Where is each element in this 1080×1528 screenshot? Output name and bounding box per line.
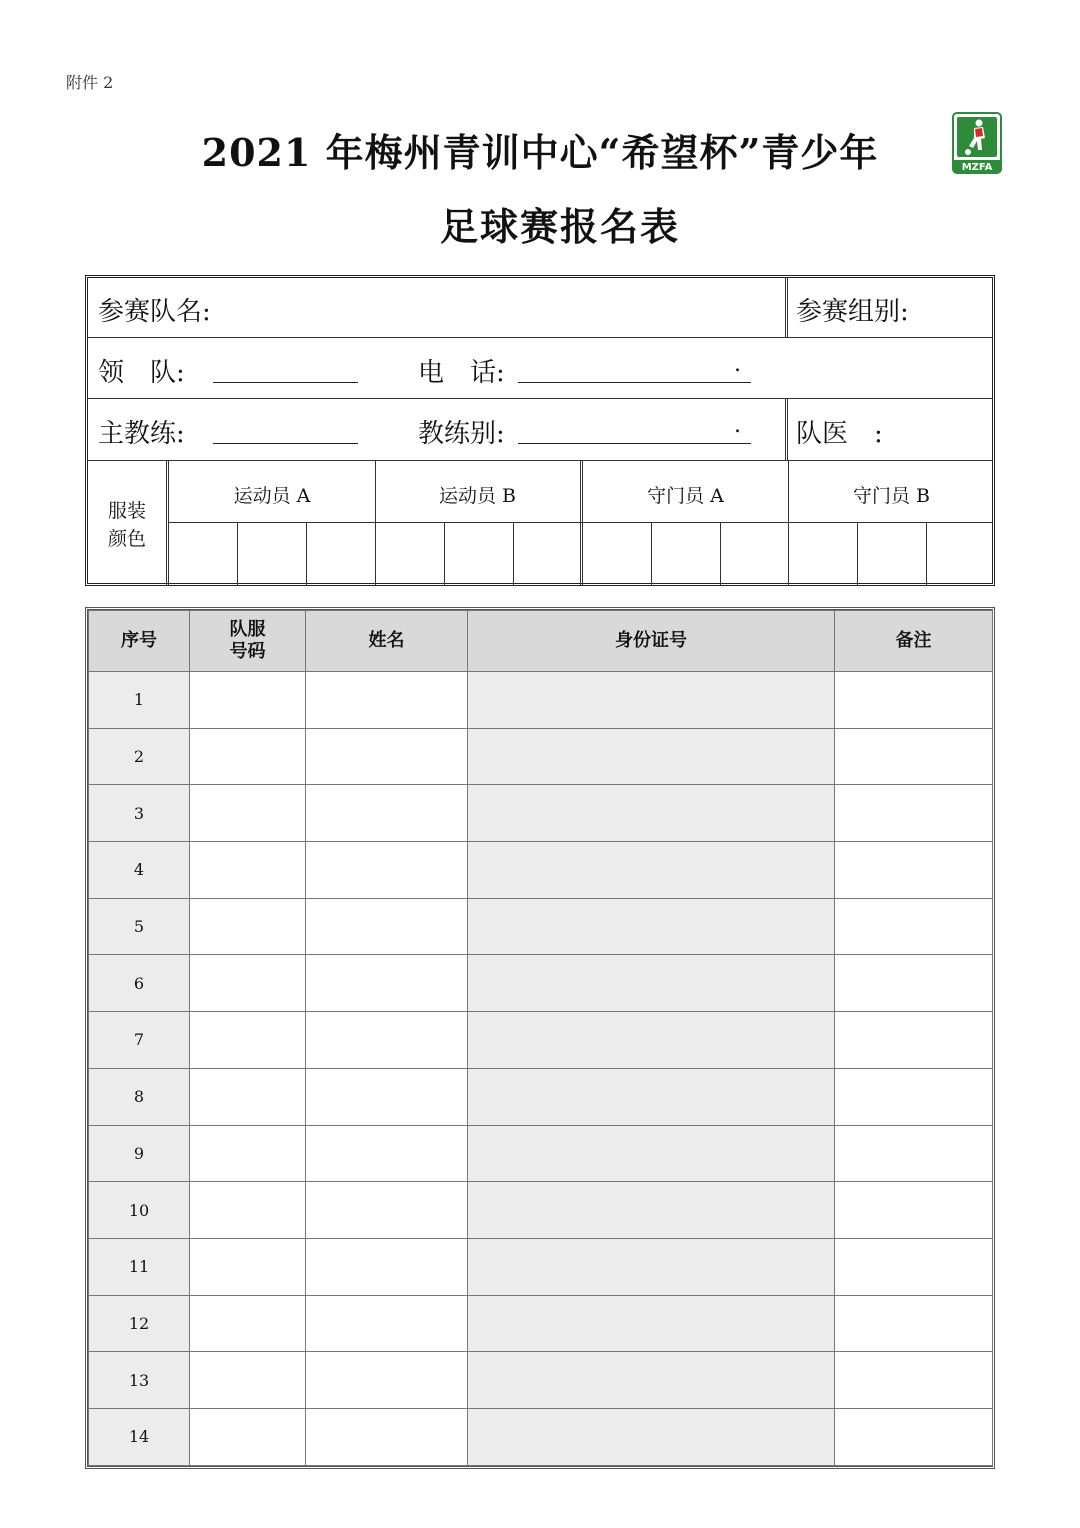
player-name-cell[interactable] <box>306 842 468 899</box>
id-number-cell[interactable] <box>468 1238 835 1295</box>
id-number-cell[interactable] <box>468 842 835 899</box>
jersey-number-cell[interactable] <box>190 898 306 955</box>
roster-header-row <box>89 611 993 672</box>
jersey-number-cell[interactable] <box>190 1352 306 1409</box>
player-name-cell[interactable] <box>306 728 468 785</box>
remarks-cell[interactable] <box>835 1012 993 1069</box>
table-row <box>89 1012 993 1069</box>
mzfa-logo <box>952 112 1002 174</box>
col-header-jersey-text: 队服 号码 <box>229 619 266 662</box>
row-index-cell: 5 <box>89 898 190 955</box>
jersey-number-cell[interactable] <box>190 785 306 842</box>
jersey-number-cell[interactable] <box>190 1295 306 1352</box>
player-name-cell[interactable] <box>306 1125 468 1182</box>
table-row <box>89 842 993 899</box>
row-index-cell: 13 <box>89 1352 190 1409</box>
remarks-cell[interactable] <box>835 1182 993 1239</box>
table-row <box>89 1182 993 1239</box>
id-number-cell[interactable] <box>468 1352 835 1409</box>
remarks-cell[interactable] <box>835 1408 993 1465</box>
remarks-cell[interactable] <box>835 785 993 842</box>
col-header-jersey <box>190 611 306 672</box>
player-name-cell[interactable] <box>306 672 468 729</box>
id-number-cell[interactable] <box>468 1068 835 1125</box>
player-name-cell[interactable] <box>306 1295 468 1352</box>
row-index-cell: 6 <box>89 955 190 1012</box>
player-name-cell[interactable] <box>306 1012 468 1069</box>
kit-col-player-a: 运动员 A <box>233 485 311 507</box>
phone-field[interactable] <box>518 382 751 383</box>
jersey-number-cell[interactable] <box>190 955 306 1012</box>
table-row <box>89 1352 993 1409</box>
row-index-cell: 2 <box>89 728 190 785</box>
form-title-line-2: 足球赛报名表 <box>439 204 680 249</box>
id-number-cell[interactable] <box>468 785 835 842</box>
jersey-number-cell[interactable] <box>190 672 306 729</box>
col-header-id: 身份证号 <box>468 611 835 672</box>
table-row <box>89 898 993 955</box>
table-row <box>89 728 993 785</box>
remarks-cell[interactable] <box>835 842 993 899</box>
head-coach-label: 主教练: <box>98 419 185 449</box>
coach-level-field[interactable] <box>518 443 751 444</box>
jersey-number-cell[interactable] <box>190 842 306 899</box>
kit-col-keeper-b: 守门员 B <box>852 485 930 507</box>
row-index-cell: 9 <box>89 1125 190 1182</box>
remarks-cell[interactable] <box>835 898 993 955</box>
head-coach-field[interactable] <box>213 443 358 444</box>
row-index-cell: 10 <box>89 1182 190 1239</box>
jersey-number-cell[interactable] <box>190 728 306 785</box>
row-index-cell: 8 <box>89 1068 190 1125</box>
table-row <box>89 1125 993 1182</box>
team-info-table <box>85 275 995 586</box>
row-index-cell: 1 <box>89 672 190 729</box>
remarks-cell[interactable] <box>835 1125 993 1182</box>
row-index-cell: 3 <box>89 785 190 842</box>
id-number-cell[interactable] <box>468 1012 835 1069</box>
coach-level-dot: . <box>734 413 741 438</box>
id-number-cell[interactable] <box>468 955 835 1012</box>
doctor-label: 队医 : <box>796 419 883 449</box>
table-row <box>89 955 993 1012</box>
row-index-cell: 11 <box>89 1238 190 1295</box>
table-row <box>89 785 993 842</box>
group-label: 参赛组别: <box>796 297 909 327</box>
row-index-cell: 7 <box>89 1012 190 1069</box>
uniform-label-1: 服装 <box>107 500 146 522</box>
jersey-number-cell[interactable] <box>190 1408 306 1465</box>
kit-col-keeper-a: 守门员 A <box>647 485 724 507</box>
remarks-cell[interactable] <box>835 1068 993 1125</box>
remarks-cell[interactable] <box>835 1295 993 1352</box>
form-title-line-1: 2021 年梅州青训中心“希望杯”青少年 <box>201 130 879 175</box>
id-number-cell[interactable] <box>468 1408 835 1465</box>
id-number-cell[interactable] <box>468 898 835 955</box>
coach-level-label: 教练别: <box>418 419 505 449</box>
player-name-cell[interactable] <box>306 1238 468 1295</box>
row-index-cell: 14 <box>89 1408 190 1465</box>
football-player-icon <box>952 112 1002 174</box>
leader-label: 领 队: <box>98 358 185 388</box>
player-name-cell[interactable] <box>306 898 468 955</box>
player-name-cell[interactable] <box>306 955 468 1012</box>
id-number-cell[interactable] <box>468 672 835 729</box>
remarks-cell[interactable] <box>835 672 993 729</box>
table-row <box>89 1238 993 1295</box>
row-index-cell: 4 <box>89 842 190 899</box>
col-header-index: 序号 <box>89 611 190 672</box>
remarks-cell[interactable] <box>835 1238 993 1295</box>
col-header-remarks: 备注 <box>835 611 993 672</box>
col-header-name: 姓名 <box>306 611 468 672</box>
table-row <box>89 1408 993 1465</box>
attachment-label: 附件 2 <box>66 73 114 92</box>
remarks-cell[interactable] <box>835 955 993 1012</box>
jersey-number-cell[interactable] <box>190 1238 306 1295</box>
id-number-cell[interactable] <box>468 728 835 785</box>
phone-dot: . <box>734 352 741 377</box>
remarks-cell[interactable] <box>835 728 993 785</box>
id-number-cell[interactable] <box>468 1182 835 1239</box>
player-name-cell[interactable] <box>306 1068 468 1125</box>
player-name-cell[interactable] <box>306 1182 468 1239</box>
row-index-cell: 12 <box>89 1295 190 1352</box>
id-number-cell[interactable] <box>468 1125 835 1182</box>
team-name-label: 参赛队名: <box>98 297 211 327</box>
leader-field[interactable] <box>213 382 358 383</box>
player-name-cell[interactable] <box>306 1352 468 1409</box>
roster-table <box>85 607 995 1469</box>
svg-text:MZFA: MZFA <box>961 162 993 173</box>
table-row <box>89 1068 993 1125</box>
player-name-cell[interactable] <box>306 1408 468 1465</box>
jersey-number-cell[interactable] <box>190 1068 306 1125</box>
phone-label: 电 话: <box>418 358 505 388</box>
remarks-cell[interactable] <box>835 1352 993 1409</box>
uniform-label-2: 颜色 <box>107 528 146 550</box>
jersey-number-cell[interactable] <box>190 1012 306 1069</box>
kit-col-player-b: 运动员 B <box>438 485 516 507</box>
table-row <box>89 1295 993 1352</box>
id-number-cell[interactable] <box>468 1295 835 1352</box>
jersey-number-cell[interactable] <box>190 1125 306 1182</box>
table-row <box>89 672 993 729</box>
jersey-number-cell[interactable] <box>190 1182 306 1239</box>
player-name-cell[interactable] <box>306 785 468 842</box>
